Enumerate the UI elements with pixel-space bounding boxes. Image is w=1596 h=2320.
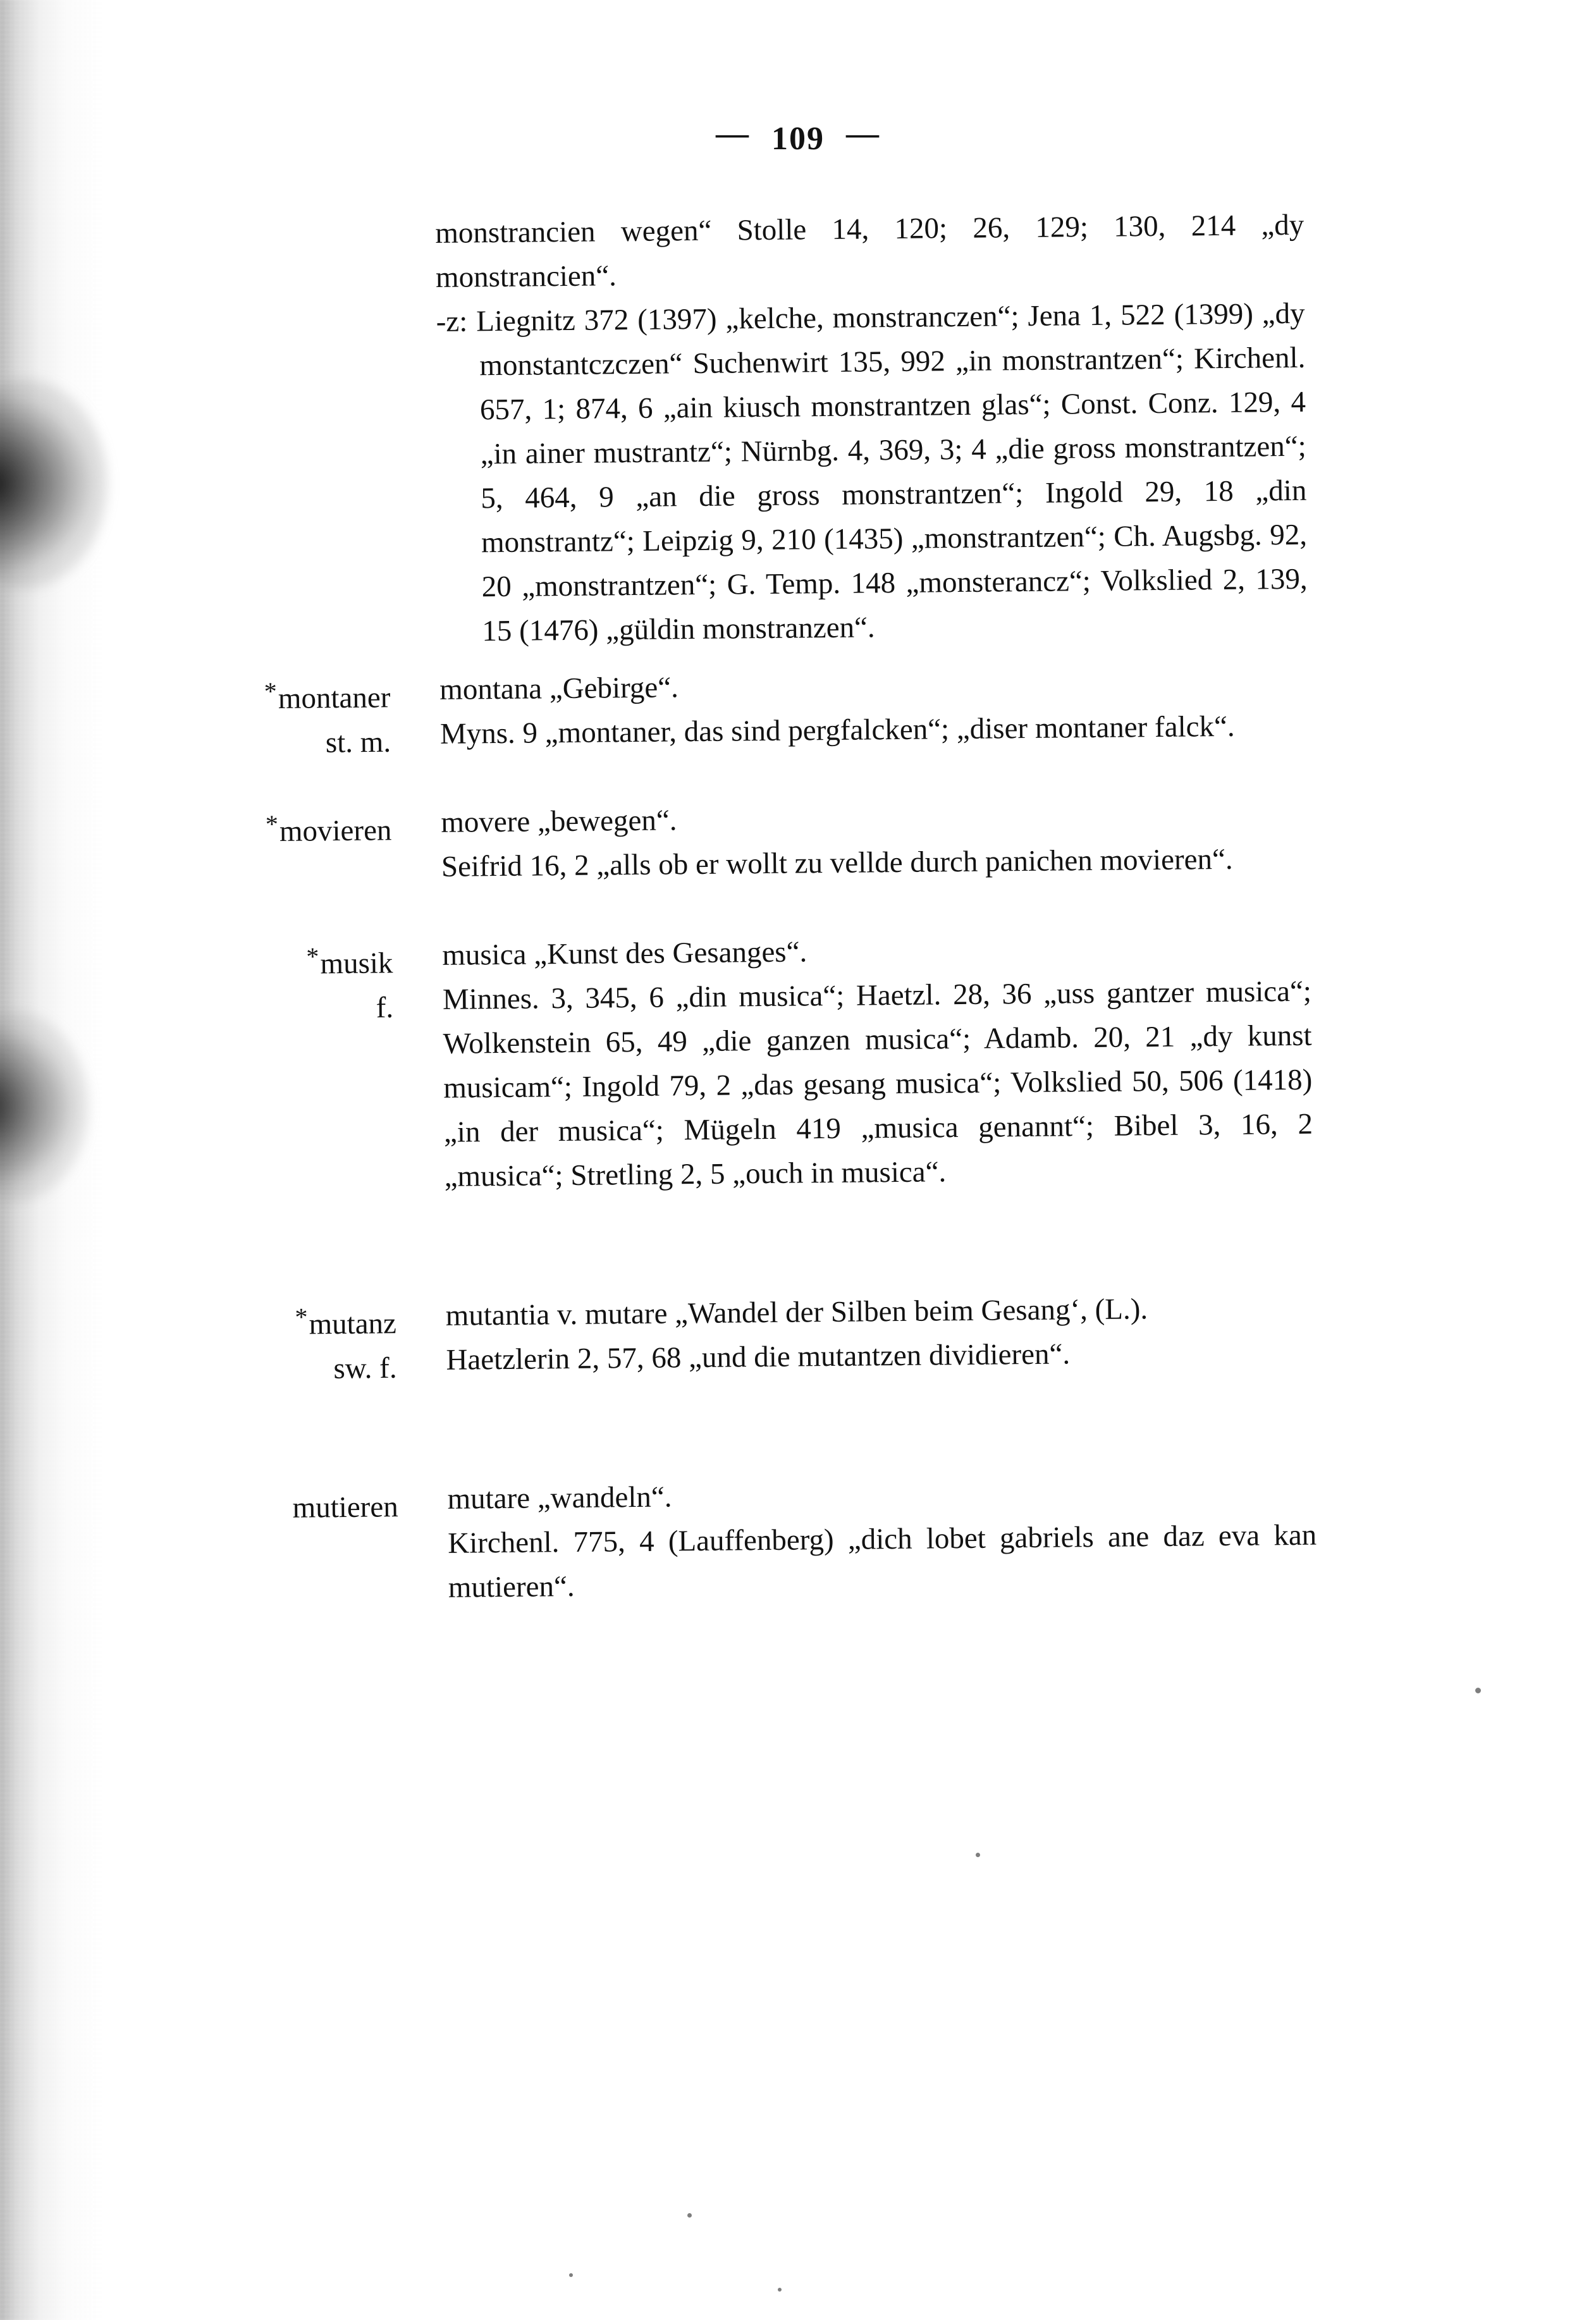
etymology-mutanz: mutantia v. mutare „Wandel der Silben beim Gesang‘, (L.). <box>445 1292 1148 1332</box>
continued-entry-body <box>435 203 1308 654</box>
running-head-dash-left: — <box>716 116 750 152</box>
headword-mutieren <box>132 1478 398 1532</box>
headword-musik <box>127 934 393 988</box>
scan-speck <box>976 1853 980 1857</box>
scan-speck <box>1475 1688 1481 1693</box>
scan-speck <box>569 2273 573 2277</box>
headword-column-mutieren <box>132 1478 398 1532</box>
headword-montaner <box>125 668 391 723</box>
dictionary-entry-montaner <box>4 656 1596 804</box>
asterisk-marker: * <box>265 809 279 838</box>
dictionary-entry-musik <box>7 922 1596 1291</box>
citations-musik: Minnes. 3, 345, 6 „din musica“; Haetzl. 28, 36 „uss gantzer musica“; Wolkenstein 65, 49 „die ganzen musica“; Adamb. 20, 21 „dy kunst musicam“; Ingold 79, 2 „das gesang musica“; Volkslied 50, 506 (1418) „in der musica“; Mügeln 419 „musica genannt“; Bibel 3, 16, 2 „musica“; Stretling 2, 5 „ouch in musica“. <box>442 974 1313 1193</box>
entry-body-mutanz <box>445 1286 1315 1382</box>
headword-text: musik <box>320 947 393 981</box>
headword-mutanz <box>130 1294 396 1349</box>
dictionary-entry-movieren <box>6 789 1596 937</box>
asterisk-marker: * <box>306 942 319 971</box>
headword-text: movieren <box>279 814 392 848</box>
scan-speck <box>778 2288 782 2292</box>
headword-column-montaner <box>125 668 391 767</box>
running-head <box>0 116 1596 157</box>
citations-movieren: Seifrid 16, 2 „alls ob er wollt zu vellde durch panichen movieren“. <box>441 842 1233 883</box>
headword-column-musik <box>127 934 393 1033</box>
dictionary-entry-mutieren <box>12 1466 1596 1633</box>
scan-speck <box>687 2213 692 2218</box>
etymology-mutieren: mutare „wandeln“. <box>447 1480 672 1516</box>
page-body <box>0 200 1596 1633</box>
asterisk-marker: * <box>295 1302 308 1332</box>
entry-body-montaner <box>439 660 1309 756</box>
grammar-label-montaner: st. m. <box>325 725 391 759</box>
continued-paragraph-2-text: Liegnitz 372 (1397) „kelche, monstranczen“; Jena 1, 522 (1399) „dy monstantczczen“ Suchenwirt 135, 992 „in monstrantzen“; Kirchenl. 657, 1; 874, 6 „ain kiusch monstrantzen glas“; Const. Conz. 129, 4 „in ainer mustrantz“; Nürnbg. 4, 369, 3; 4 „die gross monstrantzen“; 5, 464, 9 „an die gross monstrantzen“; Ingold 29, 18 „din monstrantz“; Leipzig 9, 210 (1435) „monstrantzen“; Ch. Augsbg. 92, 20 „monstrantzen“; G. Temp. 148 „monsterancz“; Volkslied 2, 139, 15 (1476) „güldin monstranzen“. <box>476 297 1308 648</box>
continued-paragraph-2 <box>436 292 1308 654</box>
etymology-movieren: movere „bewegen“. <box>441 804 677 839</box>
continued-entry <box>0 200 1596 658</box>
etymology-musik: musica „Kunst des Gesanges“. <box>442 935 807 972</box>
etymology-montaner: montana „Gebirge“. <box>439 671 679 706</box>
headword-movieren <box>126 801 392 856</box>
dictionary-entry-mutanz <box>10 1282 1596 1475</box>
grammar-label-mutanz: sw. f. <box>333 1351 397 1385</box>
citations-mutieren: Kirchenl. 775, 4 (Lauffenberg) „dich lobet gabriels ane daz eva kan mutieren“. <box>447 1518 1317 1604</box>
headword-text: mutieren <box>292 1490 398 1525</box>
entry-body-movieren <box>441 792 1310 889</box>
headword-column-movieren <box>126 801 392 856</box>
entry-body-mutieren <box>447 1469 1317 1610</box>
sub-lemma-marker: -z: <box>436 305 468 338</box>
headword-text: montaner <box>278 681 391 715</box>
headword-text: mutanz <box>309 1307 397 1341</box>
grammar-label-musik: f. <box>376 991 394 1024</box>
continued-paragraph-1: monstrancien wegen“ Stolle 14, 120; 26, 129; 130, 214 „dy monstrancien“. <box>435 208 1304 294</box>
entry-body-musik <box>442 925 1313 1199</box>
running-head-dash-right: — <box>846 116 880 152</box>
headword-column-mutanz <box>130 1294 396 1393</box>
citations-mutanz: Haetzlerin 2, 57, 68 „und die mutantzen dividieren“. <box>446 1337 1071 1377</box>
citations-montaner: Myns. 9 „montaner, das sind pergfalcken“; „diser montaner falck“. <box>439 709 1235 751</box>
asterisk-marker: * <box>264 677 278 706</box>
page-number: 109 <box>771 121 825 157</box>
